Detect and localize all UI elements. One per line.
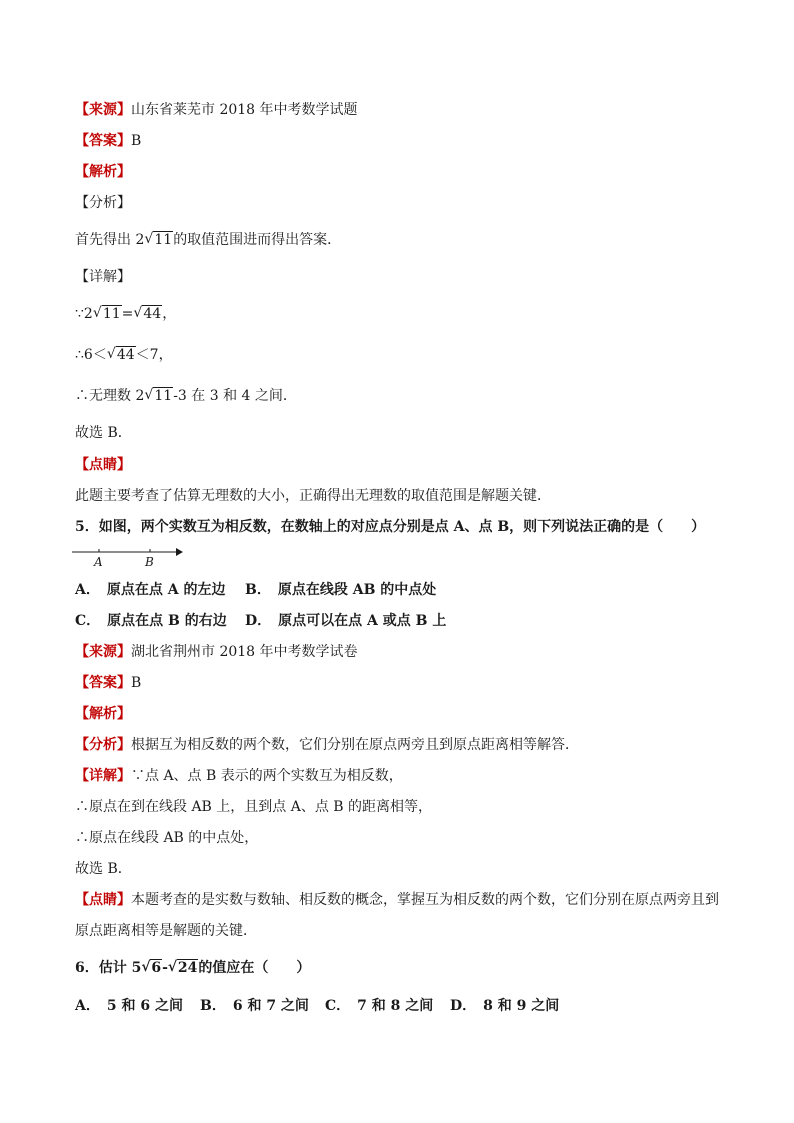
step-3-text: ∴原点在线段 AB 的中点处， <box>75 830 259 846</box>
q6-options <box>75 997 559 1015</box>
step-3 <box>75 387 297 405</box>
fenxi-tag: 【分析】 <box>75 195 131 211</box>
fenxi-tag: 【分析】 <box>75 737 131 753</box>
fenxi-heading <box>75 194 131 212</box>
step1-mid: = <box>121 306 134 322</box>
step2-post: ＜7， <box>135 347 173 363</box>
answer-text: B <box>131 675 142 691</box>
source-tag: 【来源】 <box>75 644 131 660</box>
step3-pre: ∴无理数 2 <box>75 388 145 404</box>
q5-answer-line <box>75 674 141 692</box>
radicand: 44 <box>116 347 135 363</box>
detail-tag: 【详解】 <box>75 768 131 784</box>
answer-text: B <box>131 133 142 149</box>
sqrt-symbol <box>107 346 136 364</box>
source-text: 山东省莱芜市 2018 年中考数学试题 <box>131 102 358 118</box>
step-1 <box>75 305 176 323</box>
sqrt-symbol <box>141 959 162 977</box>
analysis-heading <box>75 163 131 181</box>
q5-analysis-heading <box>75 705 131 723</box>
comment-tag: 【点睛】 <box>75 892 131 908</box>
q5-step-2 <box>75 798 432 816</box>
q5-detail-line <box>75 767 403 785</box>
answer-line <box>75 132 141 150</box>
option-b: B． 6 和 7 之间 <box>200 998 309 1014</box>
q5-fenxi-line <box>75 736 579 754</box>
q5-options-row-1 <box>75 581 436 599</box>
question-5 <box>75 518 705 536</box>
radicand: 11 <box>154 388 173 404</box>
option-a: A． 5 和 6 之间 <box>75 998 183 1014</box>
question-6 <box>75 959 310 977</box>
q6-pre: 6．估计 5 <box>75 960 142 976</box>
number-line-figure <box>72 544 184 570</box>
step1-pre: ∵2 <box>75 306 93 322</box>
q5-choose <box>75 860 132 878</box>
sqrt-symbol <box>93 305 122 323</box>
sqrt-symbol <box>168 959 198 977</box>
answer-tag: 【答案】 <box>75 133 131 149</box>
analysis-tag: 【解析】 <box>75 706 131 722</box>
comment-line-2: 原点距离相等是解题的关键． <box>75 923 257 939</box>
option-d: D． 原点可以在点 A 或点 B 上 <box>245 613 447 629</box>
step-2-text: ∴原点在到在线段 AB 上，且到点 A、点 B 的距离相等， <box>75 799 433 815</box>
q5-source-line <box>75 643 358 661</box>
point-a-label: A <box>94 555 103 569</box>
comment-line-1: 本题考查的是实数与数轴、相反数的概念，掌握互为相反数的两个数，它们分别在原点两旁且到 <box>131 892 719 908</box>
sqrt-symbol <box>133 305 162 323</box>
source-text: 湖北省荆州市 2018 年中考数学试卷 <box>131 644 358 660</box>
detail-heading <box>75 268 131 286</box>
option-c: C． 7 和 8 之间 <box>325 998 434 1014</box>
option-c: C． 原点在点 B 的右边 <box>75 613 227 629</box>
q5-comment-line-2 <box>75 922 257 940</box>
analysis-tag: 【解析】 <box>75 164 131 180</box>
q5-options-row-2 <box>75 612 446 630</box>
sqrt-symbol <box>144 231 173 249</box>
q5-step-3 <box>75 829 258 847</box>
answer-tag: 【答案】 <box>75 675 131 691</box>
radicand: 11 <box>102 306 121 322</box>
comment-tag: 【点睛】 <box>75 457 131 473</box>
step1-post: ， <box>162 306 177 322</box>
source-line <box>75 101 358 119</box>
question-5-text: 5．如图，两个实数互为相反数，在数轴上的对应点分别是点 A、点 B，则下列说法正确的是（ ） <box>75 519 706 535</box>
comment-heading <box>75 456 131 474</box>
detail-text: ∵点 A、点 B 表示的两个实数互为相反数， <box>131 768 403 784</box>
fenxi-text <box>75 231 341 249</box>
step2-pre: ∴6＜ <box>75 347 107 363</box>
option-b: B． 原点在线段 AB 的中点处 <box>245 582 437 598</box>
radicand: 6 <box>151 960 162 976</box>
number-line-arrow <box>176 548 183 556</box>
radicand: 24 <box>177 960 198 976</box>
fenxi-post: 的取值范围进而得出答案． <box>173 232 342 248</box>
point-b-label: B <box>145 555 154 569</box>
comment-body: 此题主要考查了估算无理数的大小，正确得出无理数的取值范围是解题关键． <box>75 488 551 504</box>
step3-post: -3 在 3 和 4 之间． <box>173 388 297 404</box>
fenxi-text: 根据互为相反数的两个数，它们分别在原点两旁且到原点距离相等解答． <box>131 737 579 753</box>
radicand: 11 <box>154 232 173 248</box>
detail-tag: 【详解】 <box>75 269 131 285</box>
q5-comment-line-1 <box>75 891 719 909</box>
step-2 <box>75 346 173 364</box>
sqrt-symbol <box>144 387 173 405</box>
option-a: A． 原点在点 A 的左边 <box>75 582 226 598</box>
source-tag: 【来源】 <box>75 102 131 118</box>
choose-text: 故选 B． <box>75 425 132 441</box>
choose-line <box>75 424 132 442</box>
radicand: 44 <box>143 306 162 322</box>
comment-text <box>75 487 551 505</box>
q6-post: 的值应在（ ） <box>198 960 311 976</box>
option-d: D． 8 和 9 之间 <box>450 998 560 1014</box>
choose-text: 故选 B． <box>75 861 132 877</box>
fenxi-pre: 首先得出 2 <box>75 232 145 248</box>
q6-mid: - <box>162 960 168 976</box>
